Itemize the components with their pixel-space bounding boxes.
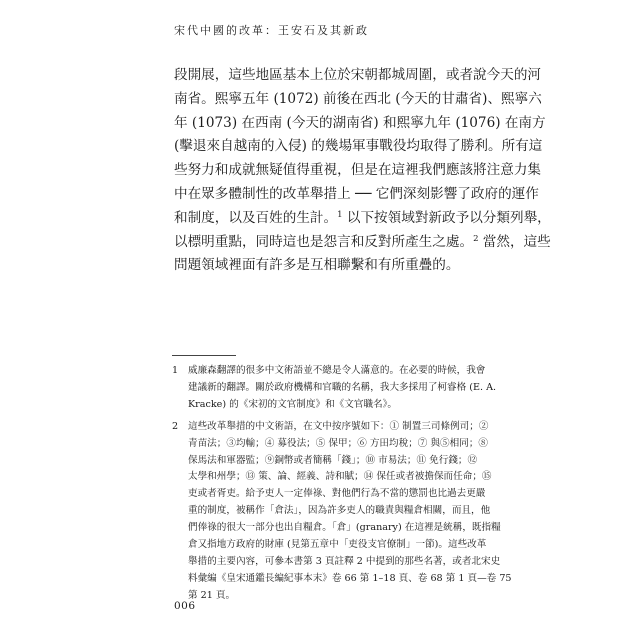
footnote <box>172 363 497 414</box>
footnote-divider <box>172 355 236 356</box>
footnote-line: 們俸祿的很大一部分也出自糧倉。「倉」(granary) 在這裡是統稱，既指糧 <box>188 522 501 534</box>
footnotes <box>172 363 512 610</box>
body-line-text: (擊退來自越南的入侵) 的幾場軍事戰役均取得了勝利。所有這 <box>174 138 543 155</box>
footnote-line: 保馬法和軍器監；⑨銅幣或者簡稱「錢」；⑩ 市易法；⑪ 免行錢；⑫ <box>188 454 478 466</box>
body-line <box>174 135 543 159</box>
body-line <box>174 159 542 183</box>
body-line-text: 當然，這些 <box>478 233 551 250</box>
body-line-text: 問題領域裡面有許多是互相聯繫和有所重疊的。 <box>174 257 460 274</box>
footnote-line: 第 21 頁。 <box>188 589 236 601</box>
body-line-text: 和制度，以及百姓的生計。 <box>174 209 338 226</box>
body-line-text: 以下按領域對新政予以分類列舉， <box>342 209 551 226</box>
footnote-line: 青苗法；③均輸；④ 募役法；⑤ 保甲；⑥ 方田均稅；⑦ 與⑤相同；⑧ <box>188 437 489 449</box>
body-line-text: 年 (1073) 在西南 (今天的湖南省) 和熙寧九年 (1076) 在南方 <box>174 114 546 131</box>
footnote-line: 料彙編《皇宋通鑑長編紀事本末》卷 66 第 1–18 頁、卷 68 第 1 頁—卷 75 <box>188 572 512 584</box>
footnote-number: 1 <box>172 365 179 376</box>
body-text <box>174 64 551 278</box>
footnote-line: 吏或者胥吏。給予吏人一定俸祿、對他們行為不當的懲罰也比過去更嚴 <box>188 488 486 500</box>
body-line-text: 段開展，這些地區基本上位於宋朝都城周圍，或者說今天的河 <box>174 67 542 83</box>
body-line <box>174 64 542 88</box>
body-line <box>174 112 546 136</box>
footnote-ref[interactable]: 2 <box>473 233 479 244</box>
body-line <box>174 254 474 278</box>
footnote-line: 威廉森翻譯的很多中文術語並不總是令人滿意的。在必要的時候，我會 <box>188 365 486 376</box>
body-line <box>174 88 542 112</box>
body-line <box>174 207 551 231</box>
page-number: 006 <box>174 600 196 612</box>
footnote-line: 太學和州學；⑬ 策、論、經義、詩和賦；⑭ 保任或者被擔保而任命；⑮ <box>188 471 492 483</box>
footnote-ref[interactable]: 1 <box>337 209 343 220</box>
footnote <box>172 419 512 605</box>
footnote-body <box>188 363 496 414</box>
footnote-line: 重的制度，被稱作「倉法」，因為許多吏人的職責與糧倉相關，而且，他 <box>188 505 491 517</box>
footnote-body <box>188 419 512 605</box>
body-line-text: 南省。熙寧五年 (1072) 前後在西北 (今天的甘肅省)、熙寧六 <box>174 90 542 107</box>
footnote-line: 這些改革舉措的中文術語，在文中按序號如下：① 制置三司條例司；② <box>188 420 489 432</box>
footnote-line: Kracke) 的《宋初的文官制度》和《文官職名》。 <box>188 398 398 410</box>
body-line <box>174 183 539 207</box>
body-line <box>174 231 551 255</box>
body-line-text: 中在眾多體制性的改革舉措上 ── 它們深刻影響了政府的運作 <box>174 185 539 202</box>
body-line-text: 以標明重點，同時這也是怨言和反對所產生之處。 <box>174 233 474 250</box>
footnote-line: 建議新的翻譯。關於政府機構和官職的名稱，我大多採用了柯睿格 (E. A. <box>188 381 497 393</box>
body-line-text: 些努力和成就無疑值得重視，但是在這裡我們應該將注意力集 <box>174 162 542 179</box>
running-head: 宋代中國的改革：王安石及其新政 <box>174 24 369 37</box>
footnote-line: 倉又指地方政府的財庫 (見第五章中「吏役支官僚制」一節)。這些改革 <box>188 539 487 551</box>
footnote-line: 舉措的主要內容，可參本書第 3 頁註釋 2 中提到的那些名著，或者北宋史 <box>188 555 501 567</box>
footnote-number: 2 <box>172 420 179 432</box>
